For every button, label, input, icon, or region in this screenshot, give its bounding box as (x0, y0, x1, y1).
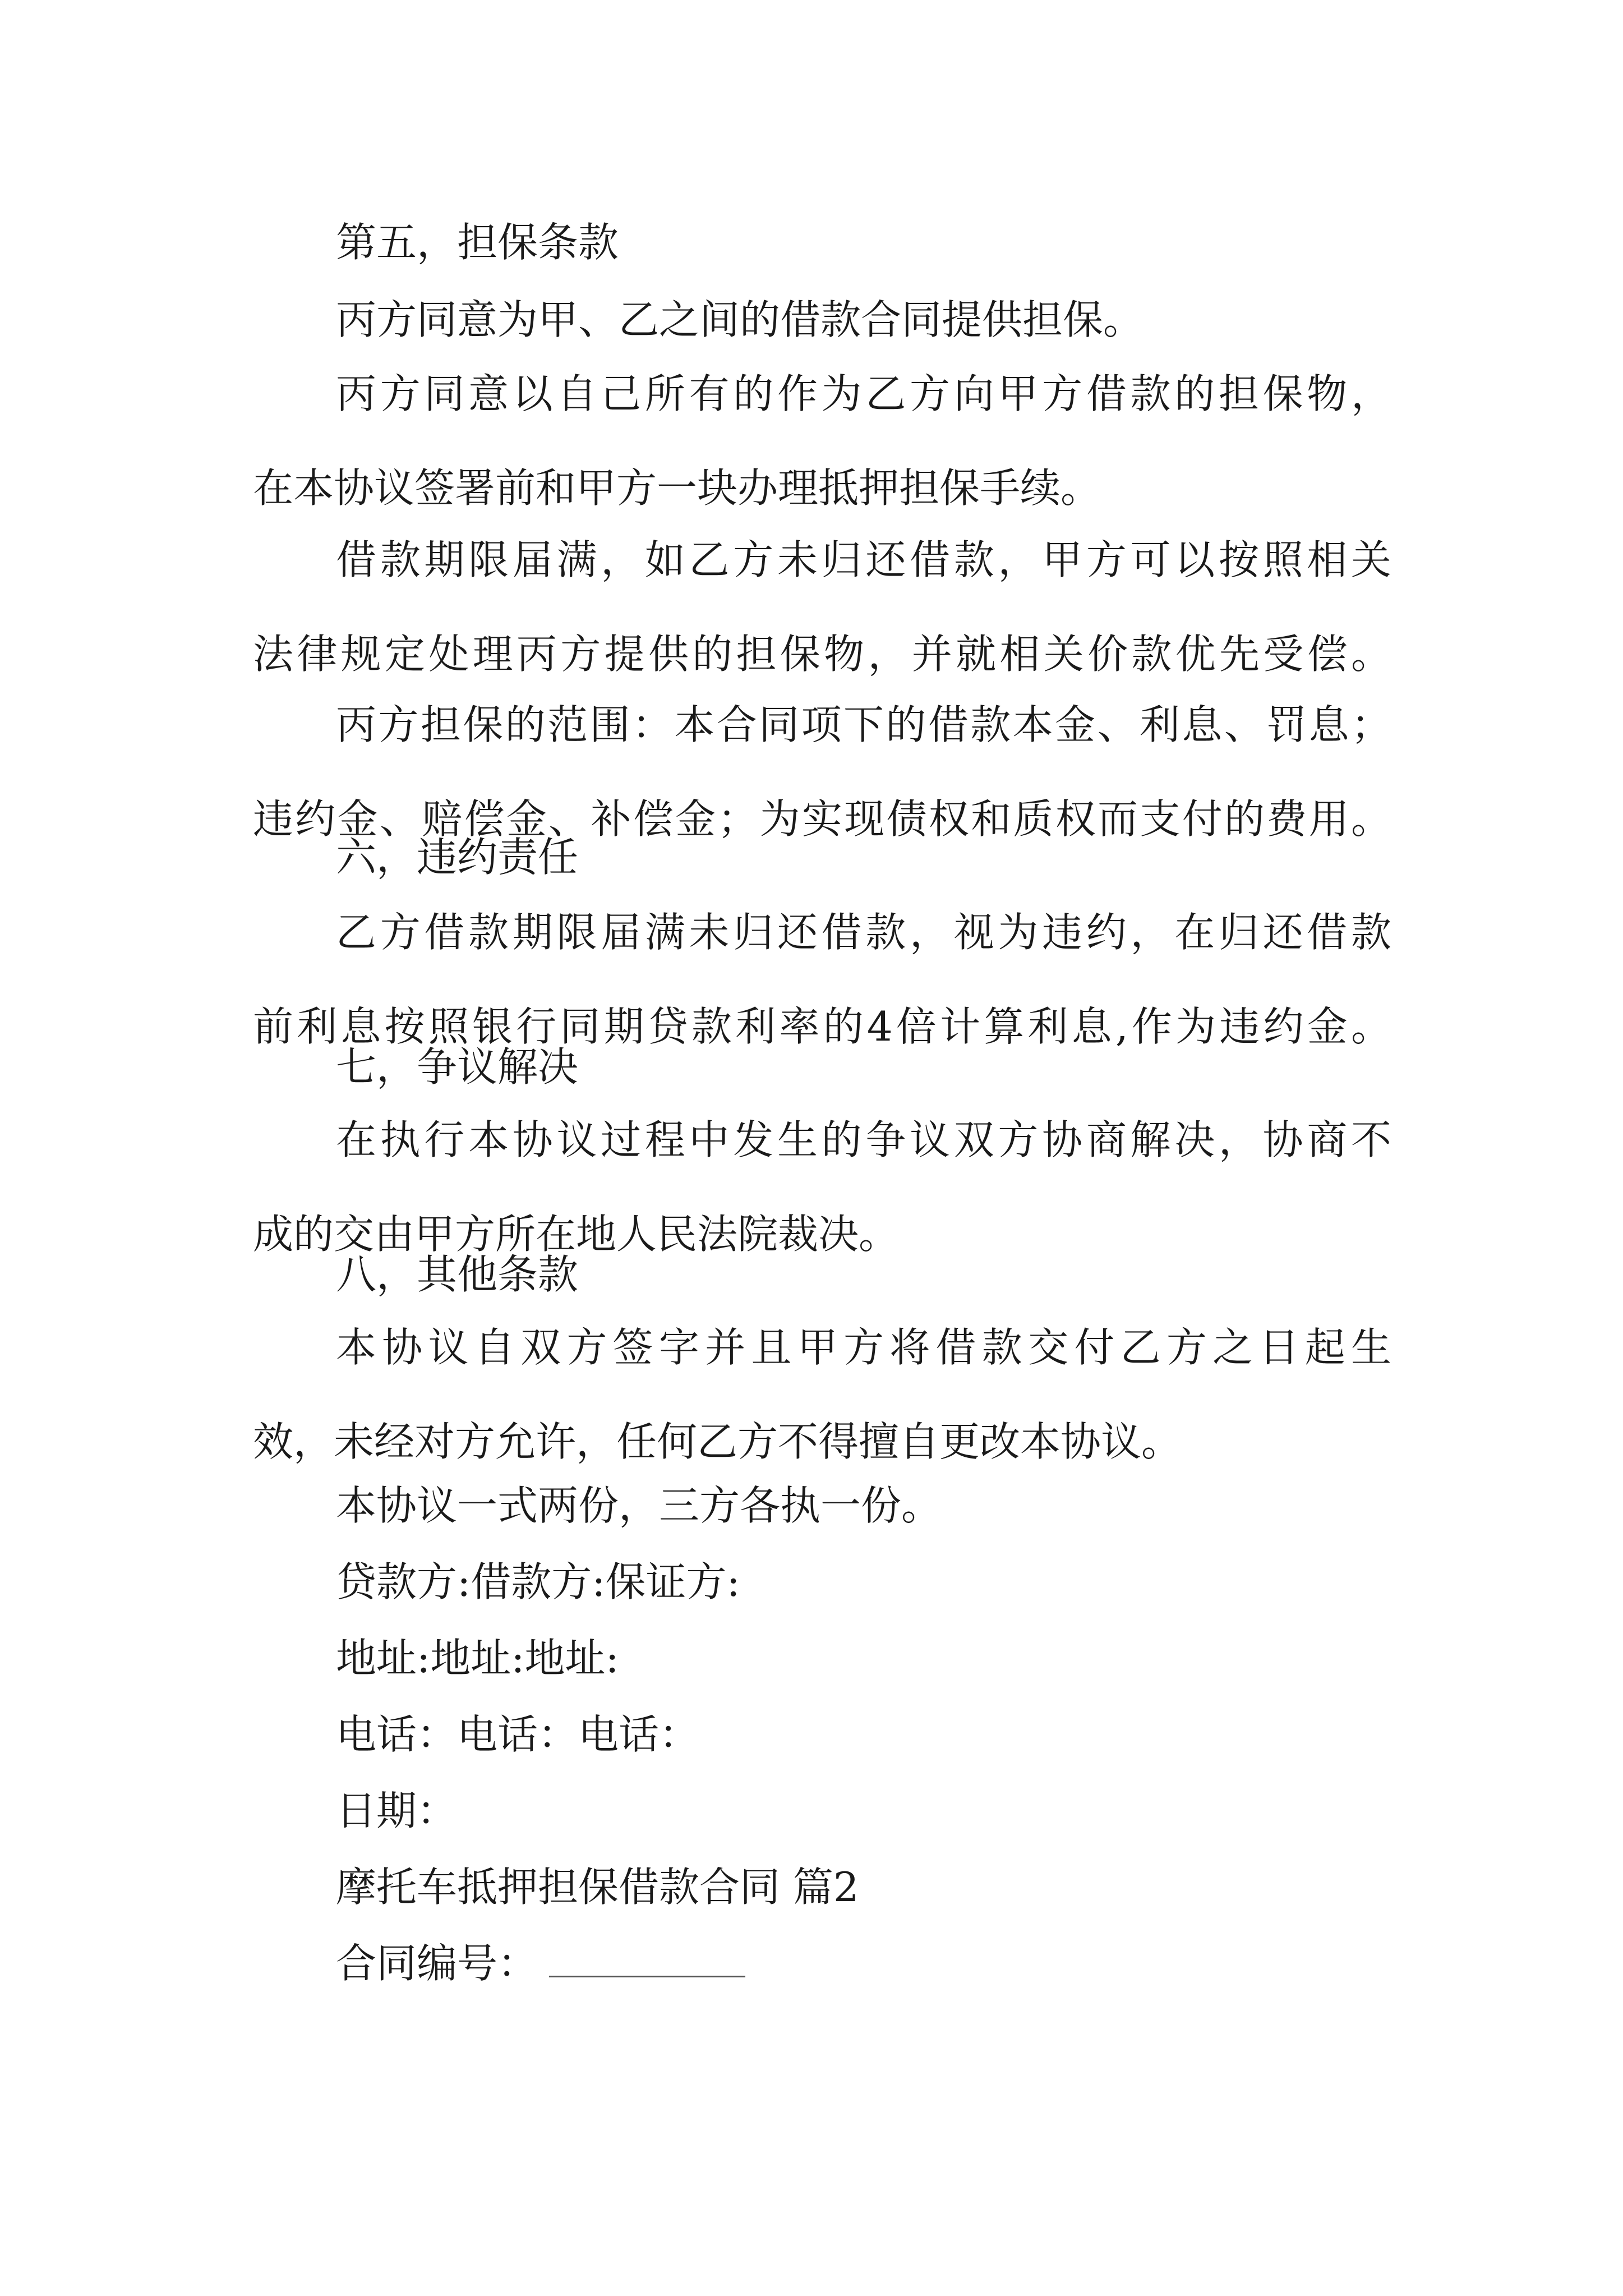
signature-phone: 电话：电话：电话： (336, 1711, 700, 1758)
paragraph-line: 本协议自双方签字并且甲方将借款交付乙方之日起生 (336, 1324, 1391, 1371)
paragraph: 本协议一式两份，三方各执一份。 (336, 1482, 942, 1529)
section-heading-liability: 六，违约责任 (336, 834, 579, 881)
paragraph-line: 在本协议签署前和甲方一块办理抵押担保手续。 (253, 464, 1101, 512)
paragraph-line: 丙方同意以自己所有的作为乙方向甲方借款的担保物， (336, 370, 1391, 417)
paragraph (253, 1300, 1391, 1489)
section-heading-guarantee: 第五，担保条款 (336, 219, 619, 266)
contract-number-blank (549, 1942, 745, 1977)
paragraph-line: 借款期限届满，如乙方未归还借款，甲方可以按照相关 (336, 536, 1391, 583)
paragraph-line: 成的交由甲方所在地人民法院裁决。 (253, 1211, 900, 1258)
signature-address: 地址:地址:地址: (336, 1635, 619, 1682)
contract-number-row (336, 1935, 745, 1991)
signature-parties: 贷款方:借款方:保证方: (336, 1558, 740, 1605)
paragraph (253, 347, 1391, 535)
paragraph (253, 513, 1391, 701)
paragraph-line: 在执行本协议过程中发生的争议双方协商解决，协商不 (336, 1116, 1391, 1163)
paragraph-line: 法律规定处理丙方提供的担保物，并就相关价款优先受偿。 (253, 631, 1391, 678)
paragraph: 丙方同意为甲、乙之间的借款合同提供担保。 (336, 296, 1144, 343)
paragraph-line: 前利息按照银行同期贷款利率的4倍计算利息,作为违约金。 (253, 1003, 1391, 1050)
paragraph-line: 效，未经对方允许，任何乙方不得擅自更改本协议。 (253, 1418, 1182, 1465)
paragraph-line: 乙方借款期限届满未归还借款，视为违约，在归还借款 (336, 909, 1391, 956)
paragraph-line: 违约金、赔偿金、补偿金；为实现债权和质权而支付的费用。 (253, 795, 1391, 843)
paragraph-line: 丙方担保的范围：本合同项下的借款本金、利息、罚息； (336, 701, 1391, 748)
contract-number-label: 合同编号： (336, 1940, 538, 1987)
next-contract-title: 摩托车抵押担保借款合同 篇2 (336, 1864, 859, 1911)
section-heading-other: 八，其他条款 (336, 1251, 579, 1298)
section-heading-dispute: 七，争议解决 (336, 1043, 579, 1091)
signature-date: 日期： (336, 1787, 458, 1834)
